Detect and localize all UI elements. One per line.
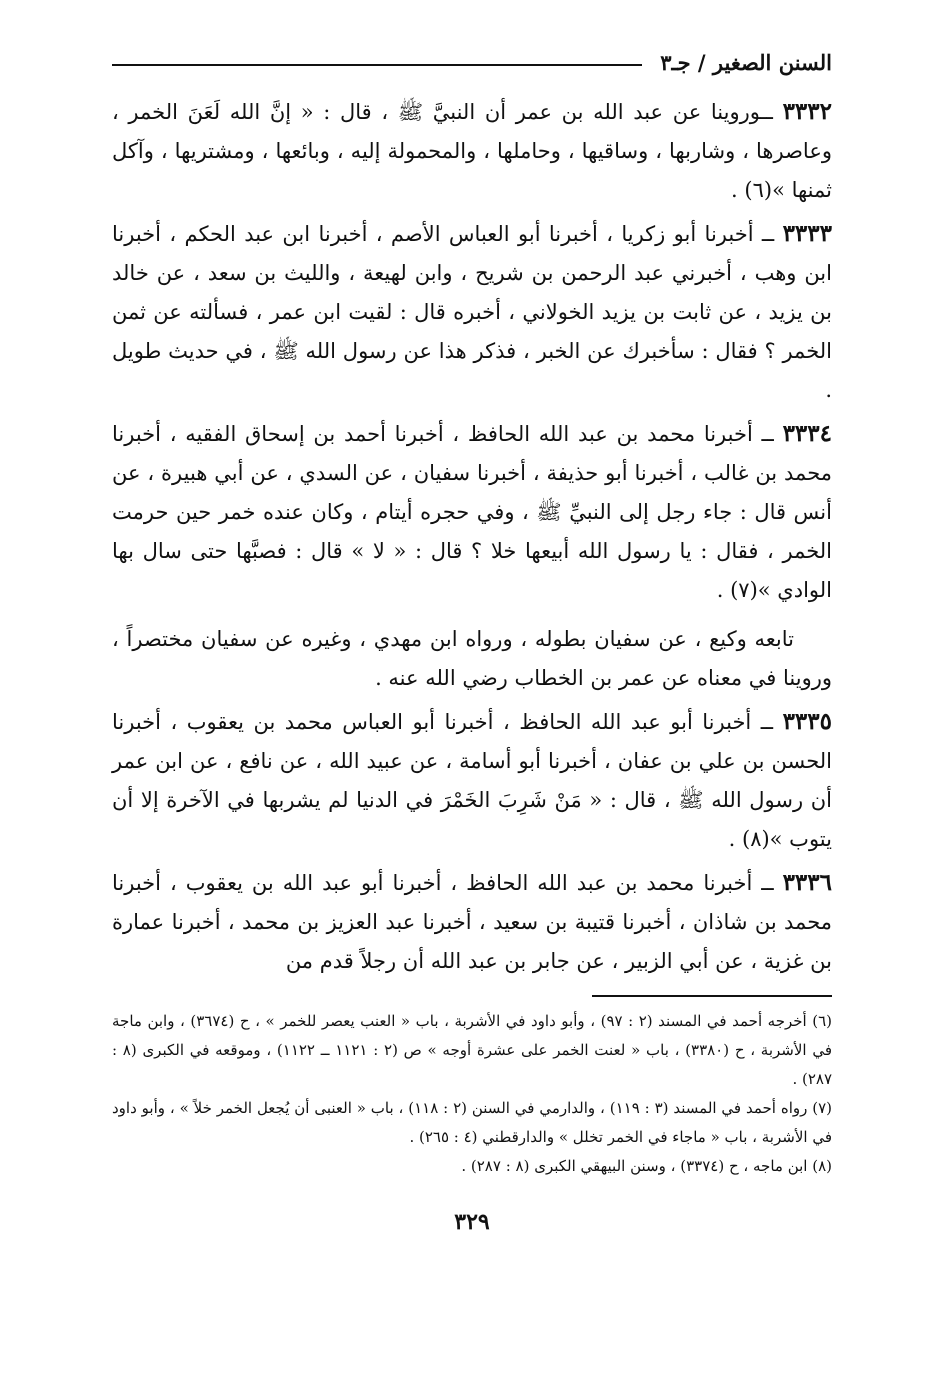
hadith-number: ٣٣٣٥: [782, 708, 832, 735]
hadith-text: ــ أخبرنا أبو زكريا ، أخبرنا أبو العباس الأصم ، أخبرنا ابن عبد الحكم ، أخبرنا ابن وهب ، أخبرني عبد الرحمن بن شريح ، وابن لهيعة ، والليث بن سعد ، عن خالد بن يزيد ، عن ثابت بن يزيد الخولاني ، أخبره قال : لقيت ابن عمر ، فسألته عن ثمن الخمر ؟ فقال : سأخبرك عن الخبر ، فذكر هذا عن رسول الله ﷺ ، في حديث طويل .: [112, 222, 832, 402]
hadith-text: ــ أخبرنا محمد بن عبد الله الحافظ ، أخبرنا أبو عبد الله بن يعقوب ، أخبرنا محمد بن شاذان ، أخبرنا قتيبة بن سعيد ، أخبرنا عبد العزيز بن محمد ، أخبرنا عمارة بن غزية ، عن أبي الزبير ، عن جابر بن عبد الله أن رجلاً قدم من: [112, 871, 832, 973]
footnote: (٦) أخرجه أحمد في المسند (٢ : ٩٧) ، وأبو داود في الأشربة ، باب « العنب يعصر للخمر » ، ح (٣٦٧٤) ، وابن ماجة في الأشربة ، ح (٣٣٨٠) ، باب « لعنت الخمر على عشرة أوجه » ص (٢ : ١١٢١ ــ ١١٢٢) ، وموقعه في الكبرى (٨ : ٢٨٧) .: [112, 1012, 833, 1088]
commentary-paragraph: تابعه وكيع ، عن سفيان بطوله ، ورواه ابن مهدي ، وغيره عن سفيان مختصراً ، وروينا في معناه عن عمر بن الخطاب رضي الله عنه .: [112, 627, 832, 690]
document-page: [112, 40, 832, 1235]
hadith-number: ٣٣٣٤: [782, 420, 832, 447]
hadith-text: ــوروينا عن عبد الله بن عمر أن النبيَّ ﷺ ، قال : « إنَّ الله لَعَنَ الخمر ، وعاصرها ، وشاربها ، وساقيها ، وحاملها ، والمحمولة إليه ، وبائعها ، ومشتريها ، وآكل ثمنها »(٦) .: [112, 100, 832, 202]
page-number: ٣٢٩: [454, 1209, 490, 1235]
hadith-paragraph: [112, 702, 832, 859]
hadith-paragraph: [112, 92, 832, 210]
header-title: السنن الصغير / جـ٣: [660, 49, 832, 75]
footnote-separator: [592, 995, 832, 997]
hadith-paragraph: [112, 214, 832, 410]
hadith-paragraph: [112, 863, 832, 981]
hadith-number: ٣٣٣٢: [782, 98, 832, 125]
hadith-paragraph: [112, 414, 832, 610]
running-header: [112, 40, 832, 84]
footnote: (٧) رواه أحمد في المسند (٣ : ١١٩) ، والدارمي في السنن (٢ : ١١٨) ، باب « العنبى أن يُجعل الخمر خلاً » ، وأبو داود في الأشربة ، باب « ماجاء في الخمر تخلل » والدارقطني (٤ : ٢٦٥) .: [112, 1099, 832, 1146]
hadith-number: ٣٣٣٦: [782, 869, 832, 896]
footnote: (٨) ابن ماجه ، ح (٣٣٧٤) ، وسنن البيهقي الكبرى (٨ : ٢٨٧) .: [461, 1157, 832, 1175]
header-rule: [112, 64, 642, 66]
hadith-text: ــ أخبرنا أبو عبد الله الحافظ ، أخبرنا أبو العباس محمد بن يعقوب ، أخبرنا الحسن بن علي بن عفان ، أخبرنا أبو أسامة ، عن عبيد الله ، عن نافع ، عن ابن عمر أن رسول الله ﷺ ، قال : « مَنْ شَرِبَ الخَمْرَ في الدنيا لم يشربها في الآخرة إلا أن يتوب »(٨) .: [112, 710, 832, 851]
hadith-number: ٣٣٣٣: [782, 220, 832, 247]
hadith-text: ــ أخبرنا محمد بن عبد الله الحافظ ، أخبرنا أحمد بن إسحاق الفقيه ، أخبرنا محمد بن غالب ، أخبرنا أبو حذيفة ، أخبرنا سفيان ، عن السدي ، عن أبي هبيرة ، عن أنس قال : جاء رجل إلى النبيِّ ﷺ ، وفي حجره أيتام ، وكان عنده خمر حين حرمت الخمر ، فقال : يا رسول الله أبيعها خلا ؟ قال : « لا » قال : فصبَّها حتى سال بها الوادي »(٧) .: [112, 422, 832, 602]
